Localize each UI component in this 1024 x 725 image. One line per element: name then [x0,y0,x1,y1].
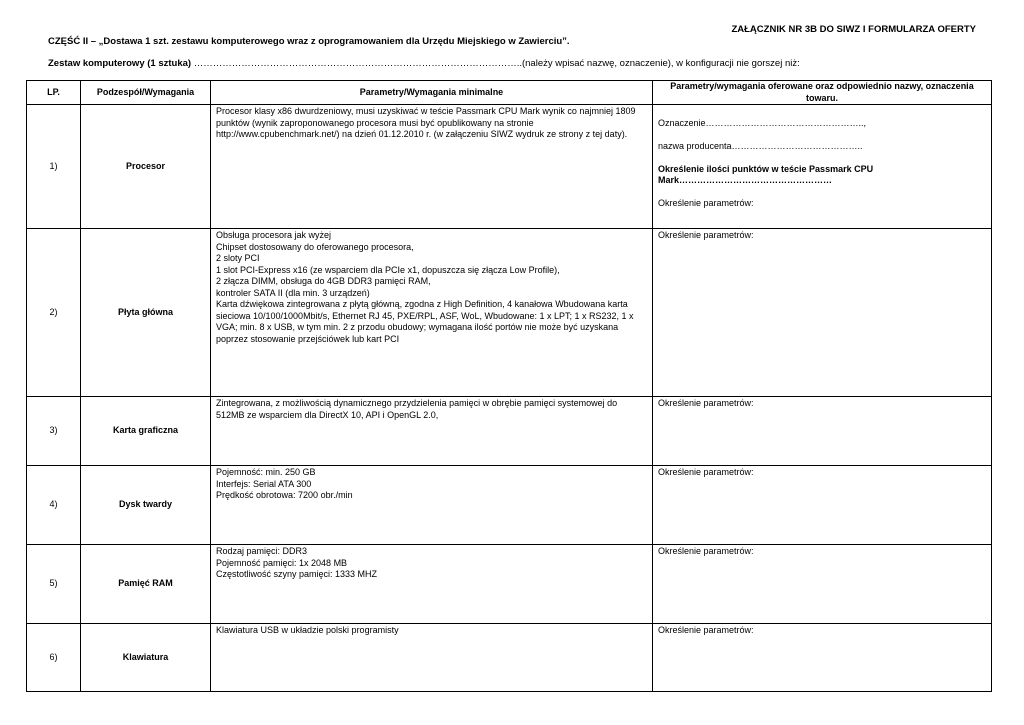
offer-designation: Oznaczenie…………………………………………….., [658,117,867,128]
part-title: CZĘŚĆ II – „Dostawa 1 szt. zestawu komputerowego wraz z oprogramowaniem dla Urzędu Miejskiego w Zawierciu”. [48,36,570,47]
row-requirements: Klawiatura USB w układzie polski programisty [211,624,653,692]
row-component: Dysk twardy [81,466,211,545]
row-component: Karta graficzna [81,397,211,466]
table-row [27,624,992,692]
row-offer: Określenie parametrów: [653,545,992,624]
row-component: Klawiatura [81,624,211,692]
header-lp: LP. [27,81,81,105]
table-row [27,466,992,545]
row-offer: Określenie parametrów: [653,229,992,397]
table-row [27,229,992,397]
row-offer: Określenie parametrów: [653,466,992,545]
attachment-header: ZAŁĄCZNIK NR 3B DO SIWZ I FORMULARZA OFERTY [731,24,976,35]
requirements-table [26,80,992,692]
header-offered: Parametry/wymagania oferowane oraz odpowiednio nazwy, oznaczenia towaru. [653,81,992,105]
row-component: Procesor [81,105,211,229]
row-component: Płyta główna [81,229,211,397]
table-row [27,545,992,624]
row-lp: 5) [27,545,81,624]
row-lp: 1) [27,105,81,229]
row-offer [653,105,992,229]
row-requirements: Obsługa procesora jak wyżej Chipset dostosowany do oferowanego procesora, 2 sloty PCI 1 slot PCI-Express x16 (ze wsparciem dla PCIe x1, dopuszcza się złącza Low Profile), 2 złącza DIMM, obsługa do 4GB DDR3 pamięci RAM, kontroler SATA II (dla min. 3 urządzeń) Karta dźwiękowa zintegrowana z płytą główną, zgodna z High Definition, 4 kanałowa Wbudowana karta sieciowa 10/100/1000Mbit/s, Ethernet RJ 45, PXE/RPL, ASF, WoL, Wbudowane: 1 x LPT; 1 x RS232, 1 x VGA; min. 8 x USB, w tym min. 2 z przodu obudowy; wymagana ilość portów nie może być uzyskana poprzez stosowanie przejściówek lub kart PCI [211,229,653,397]
row-requirements: Procesor klasy x86 dwurdzeniowy, musi uzyskiwać w teście Passmark CPU Mark wynik co najmniej 1809 punktów (wynik zaproponowanego procesora musi być opublikowany na stronie http://www.cpubenchmark.net/) na dzień 01.12.2010 r. (w załączeniu SIWZ wydruk ze strony z tej daty). [211,105,653,229]
header-component: Podzespół/Wymagania [81,81,211,105]
row-offer: Określenie parametrów: [653,624,992,692]
set-line [48,58,800,69]
row-lp: 3) [27,397,81,466]
row-component: Pamięć RAM [81,545,211,624]
set-label: Zestaw komputerowy (1 sztuka) [48,58,192,69]
offer-passmark: Określenie ilości punktów w teście Passmark CPU Mark…………………………………………… [658,163,874,185]
row-requirements: Pojemność: min. 250 GB Interfejs: Serial ATA 300 Prędkość obrotowa: 7200 obr./min [211,466,653,545]
offer-parameters: Określenie parametrów: [658,198,754,208]
row-requirements: Rodzaj pamięci: DDR3 Pojemność pamięci: 1x 2048 MB Częstotliwość szyny pamięci: 1333 MHZ [211,545,653,624]
set-note: (należy wpisać nazwę, oznaczenie), w konfiguracji nie gorszej niż: [521,58,800,69]
table-row [27,397,992,466]
header-requirements: Parametry/Wymagania minimalne [211,81,653,105]
row-requirements: Zintegrowana, z możliwością dynamicznego przydzielenia pamięci w obrębie pamięci systemowej do 512MB ze wsparciem dla DirectX 10, API i OpenGL 2.0, [211,397,653,466]
row-lp: 2) [27,229,81,397]
row-offer: Określenie parametrów: [653,397,992,466]
table-row [27,105,992,229]
row-lp: 4) [27,466,81,545]
set-dots: ………………………………………………………………………………………….. [191,58,522,69]
table-header-row [27,81,992,105]
offer-producer: nazwa producenta…………………………………….. [658,140,863,151]
row-lp: 6) [27,624,81,692]
